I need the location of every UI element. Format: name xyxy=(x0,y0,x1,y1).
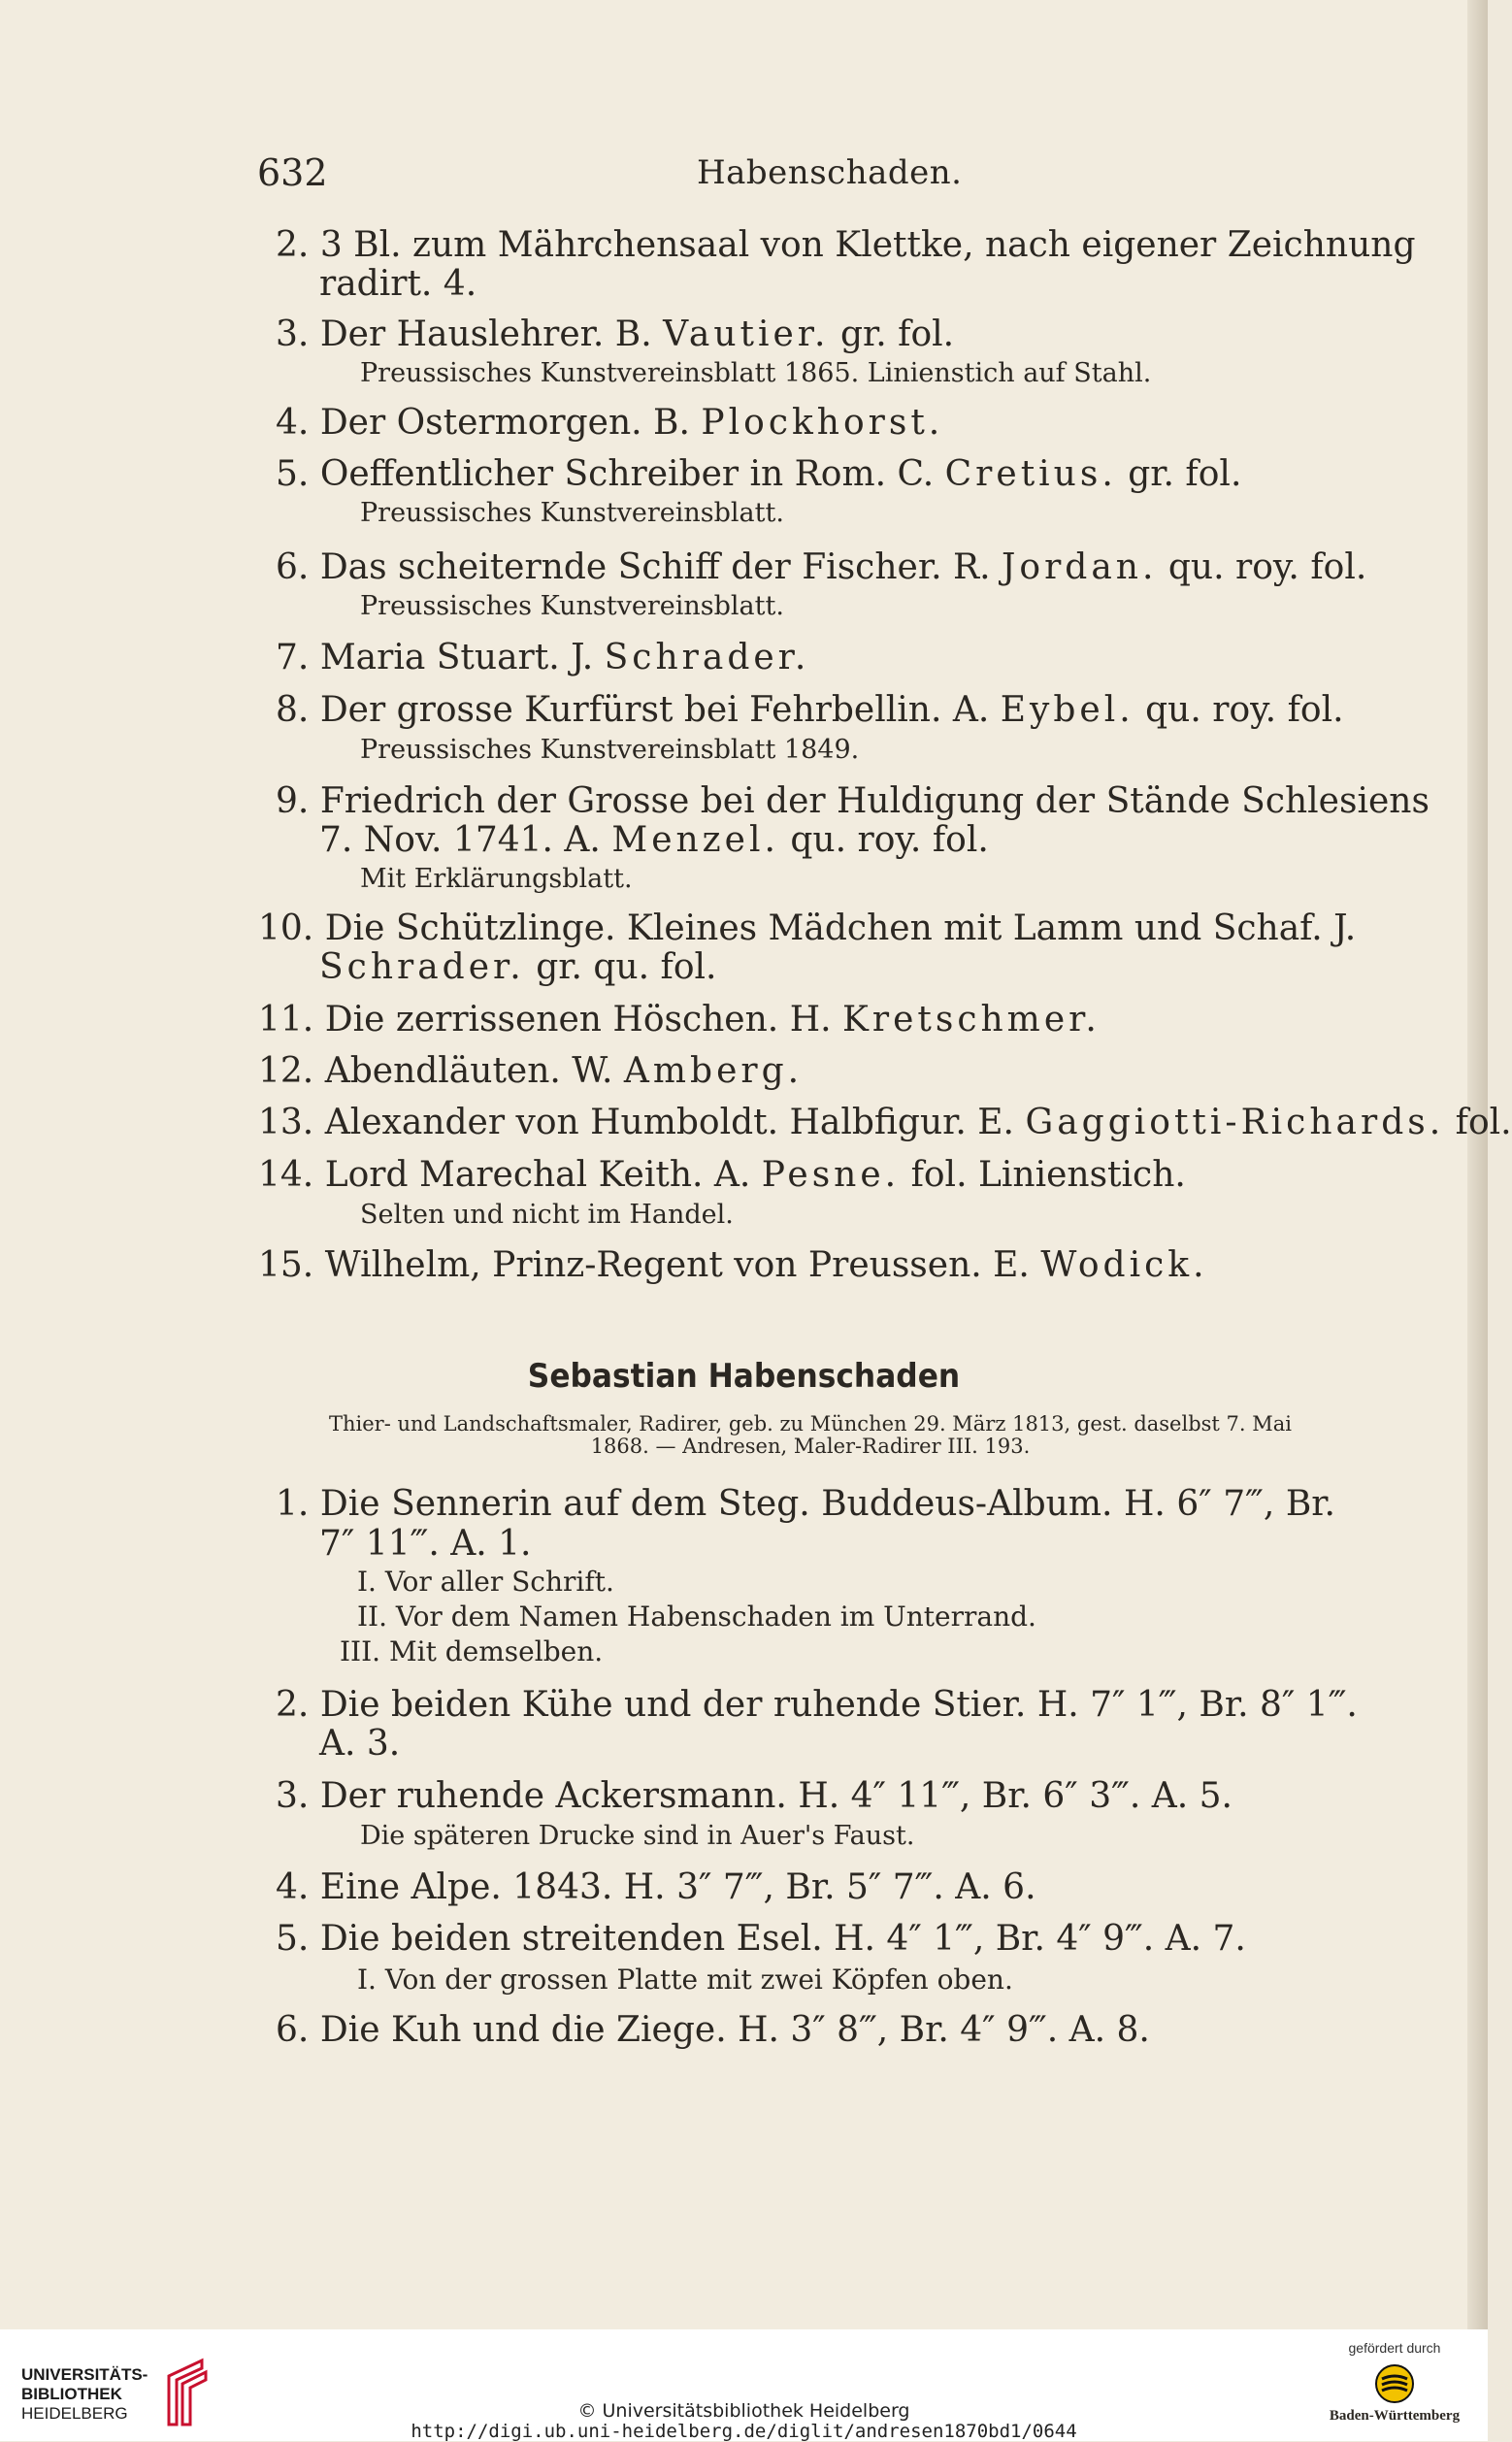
entry-b2-cont: A. 3. xyxy=(319,1724,401,1764)
entry-8: 8. Der grosse Kurfürst bei Fehrbellin. A. Eybel. qu. roy. fol. xyxy=(276,690,1344,730)
entry-14-note: Selten und nicht im Handel. xyxy=(360,1200,734,1230)
funded-by-label: gefördert durch xyxy=(1348,2340,1441,2356)
artist-name: Cretius. xyxy=(944,454,1117,494)
state-line: II. Vor dem Namen Habenschaden im Unterrand. xyxy=(357,1600,1036,1633)
artist-name: Plockhorst. xyxy=(701,403,944,443)
entry-3: 3. Der Hauslehrer. B. Vautier. gr. fol. xyxy=(276,314,955,354)
entry-9: 9. Friedrich der Grosse bei der Huldigung der Stände Schlesiens xyxy=(276,781,1430,821)
artist-name: Kretschmer. xyxy=(841,1000,1101,1040)
entry-3-note: Preussisches Kunstvereinsblatt 1865. Linienstich auf Stahl. xyxy=(360,358,1152,388)
entry-10-cont: Schrader. gr. qu. fol. xyxy=(319,947,717,987)
copyright-text: © Universitätsbibliothek Heidelberg xyxy=(577,2400,910,2422)
entry-b3-note: Die späteren Drucke sind in Auer's Faust. xyxy=(360,1821,915,1851)
running-header xyxy=(257,151,1325,210)
coat-of-arms-icon xyxy=(1374,2363,1415,2404)
funding-logo xyxy=(1327,2340,1463,2425)
artist-name: Jordan. xyxy=(1001,547,1158,587)
section-heading: Sebastian Habenschaden xyxy=(527,1357,961,1396)
artist-name: Wodick. xyxy=(1040,1245,1208,1285)
entry-15: 15. Wilhelm, Prinz-Regent von Preussen. E. Wodick. xyxy=(258,1245,1208,1285)
source-url-link[interactable]: http://digi.ub.uni-heidelberg.de/diglit/andresen1870bd1/0644 xyxy=(411,2421,1077,2442)
artist-name: Vautier. xyxy=(663,314,830,354)
state-line: I. Von der grossen Platte mit zwei Köpfen oben. xyxy=(357,1964,1013,1996)
state-line: III. Mit demselben. xyxy=(340,1635,604,1667)
entry-b4: 4. Eine Alpe. 1843. H. 3″ 7‴, Br. 5″ 7‴. A. 6. xyxy=(276,1867,1036,1907)
entry-b1: 1. Die Sennerin auf dem Steg. Buddeus-Album. H. 6″ 7‴, Br. xyxy=(276,1484,1335,1524)
entry-6: 6. Das scheiternde Schiff der Fischer. R. Jordan. qu. roy. fol. xyxy=(276,547,1367,587)
artist-name: Gaggiotti-Richards. xyxy=(1025,1103,1445,1142)
entry-2-cont: radirt. 4. xyxy=(319,264,477,304)
entry-5-note: Preussisches Kunstvereinsblatt. xyxy=(360,498,784,528)
artist-name: Eybel. xyxy=(1000,690,1134,730)
entry-10: 10. Die Schützlinge. Kleines Mädchen mit Lamm und Schaf. J. xyxy=(258,908,1357,948)
entry-9-cont: 7. Nov. 1741. A. Menzel. qu. roy. fol. xyxy=(319,820,989,860)
entry-6-note: Preussisches Kunstvereinsblatt. xyxy=(360,591,784,621)
page-number: 632 xyxy=(257,151,328,194)
library-logo-text: UNIVERSITÄTS- BIBLIOTHEK HEIDELBERG xyxy=(21,2365,148,2423)
entry-8-note: Preussisches Kunstvereinsblatt 1849. xyxy=(360,735,860,765)
artist-name: Amberg. xyxy=(623,1051,804,1091)
running-title: Habenschaden. xyxy=(697,153,963,192)
artist-name: Menzel. xyxy=(611,820,779,860)
entry-12: 12. Abendläuten. W. Amberg. xyxy=(258,1051,804,1091)
state-label: Baden-Württemberg xyxy=(1329,2408,1461,2424)
artist-name: Schrader. xyxy=(604,638,810,677)
entry-9-note: Mit Erklärungsblatt. xyxy=(360,864,633,894)
entry-5: 5. Oeffentlicher Schreiber in Rom. C. Cretius. gr. fol. xyxy=(276,454,1242,494)
artist-name: Pesne. xyxy=(761,1155,901,1195)
entry-14: 14. Lord Marechal Keith. A. Pesne. fol. Linienstich. xyxy=(258,1155,1186,1195)
entry-13: 13. Alexander von Humboldt. Halbfigur. E. Gaggiotti-Richards. fol. xyxy=(258,1103,1512,1142)
page-edge xyxy=(1467,0,1488,2329)
entry-b5: 5. Die beiden streitenden Esel. H. 4″ 1‴, Br. 4″ 9‴. A. 7. xyxy=(276,1919,1246,1959)
entry-b2: 2. Die beiden Kühe und der ruhende Stier. H. 7″ 1‴, Br. 8″ 1‴. xyxy=(276,1685,1358,1725)
entry-b3: 3. Der ruhende Ackersmann. H. 4″ 11‴, Br. 6″ 3‴. A. 5. xyxy=(276,1776,1233,1816)
entry-11: 11. Die zerrissenen Höschen. H. Kretschmer. xyxy=(258,1000,1101,1040)
state-line: I. Vor aller Schrift. xyxy=(357,1566,614,1598)
entry-7: 7. Maria Stuart. J. Schrader. xyxy=(276,638,810,677)
artist-name: Schrader. xyxy=(319,947,525,987)
entry-b1-cont: 7″ 11‴. A. 1. xyxy=(319,1524,532,1564)
entry-4: 4. Der Ostermorgen. B. Plockhorst. xyxy=(276,403,944,443)
bio-line-2: 1868. — Andresen, Maler-Radirer III. 193. xyxy=(590,1435,1031,1458)
bio-line-1: Thier- und Landschaftsmaler, Radirer, geb. zu München 29. März 1813, gest. daselbst 7. Mai xyxy=(328,1412,1292,1436)
entry-2: 2. 3 Bl. zum Mährchensaal von Klettke, nach eigener Zeichnung xyxy=(276,225,1416,265)
entry-b6: 6. Die Kuh und die Ziege. H. 3″ 8‴, Br. 4″ 9‴. A. 8. xyxy=(276,2010,1150,2050)
